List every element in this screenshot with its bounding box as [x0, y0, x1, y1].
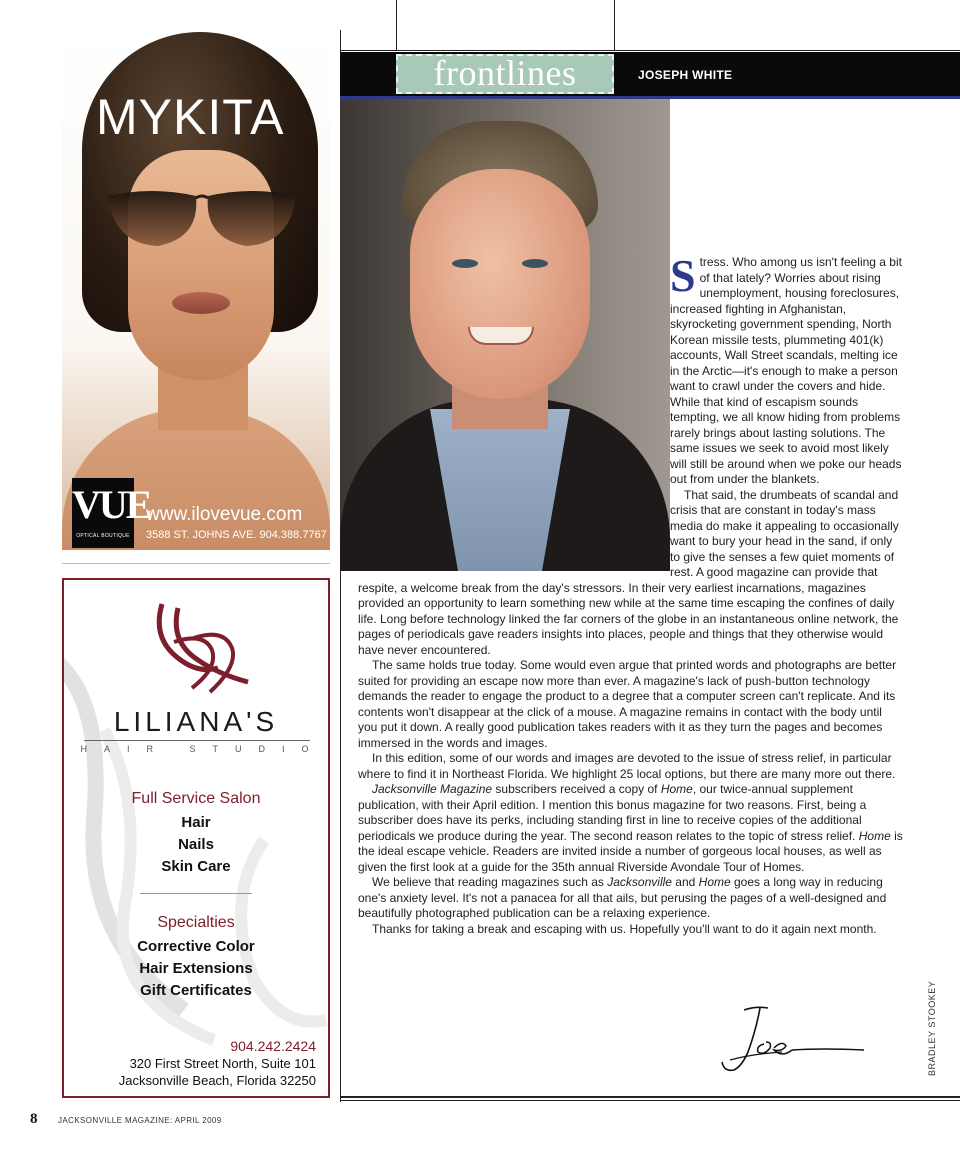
bottom-rule-thin [340, 1100, 960, 1101]
photo-credit: BRADLEY STOOKEY [927, 980, 937, 1076]
publication-title: Home [858, 828, 891, 843]
paragraph-text: We believe that reading magazines such as [372, 875, 608, 889]
article-paragraph: Thanks for taking a break and escaping with us. Hopefully you'll want to do it again next month. [372, 921, 877, 936]
paragraph-text: is the ideal escape vehicle. Readers are invited inside a number of gorgeous local houses, as well as given the first look at a guide for the 35th annual Riverside Avondale Tour of Homes. [358, 828, 903, 874]
article-paragraph: That said, the drumbeats of scandal and crisis that are constant in today's mass media do make it appealing to occasionally want to bury your head in the sand, if only to give the senses a few quiet moments of rest. A good magazine can provide that respite, a welcome break from the day's stressors. In their very earliest incarnations, magazines provided an opportunity to learn something new while at the same time escaping the confines of daily life. Long before technology linked the far corners of the globe in an instantaneous online network, the pages of periodicals gave readers insights into places, people and things that they otherwise would have never encountered. [358, 487, 899, 657]
lilianas-phone[interactable]: 904.242.2424 [230, 1038, 316, 1054]
publication-title: Jacksonville [607, 875, 672, 889]
specialty-item: Hair Extensions [139, 960, 253, 977]
sunglasses-icon [104, 182, 300, 252]
full-service-heading: Full Service Salon [131, 790, 261, 807]
lilianas-salon-ad[interactable] [62, 578, 330, 1098]
lilianas-address-line1: 320 First Street North, Suite 101 [129, 1056, 316, 1071]
services-divider [140, 893, 252, 894]
drop-cap: S [670, 250, 696, 301]
lilianas-monogram-icon [148, 598, 258, 708]
author-byline: JOSEPH WHITE [638, 68, 733, 82]
lilianas-address-line2: Jacksonville Beach, Florida 32250 [118, 1073, 316, 1088]
paragraph-text: and [671, 875, 699, 889]
top-rule-horizontal [340, 50, 960, 51]
paragraph-text: tress. Who among us isn't feeling a bit of that lately? Worries about rising unemployment, housing foreclosures, increased fighting in Afghanistan, skyrocketing government spending, North Korean missile tests, plummeting 401(k) accounts, Wall Street scandals, melting ice in the Arctic—it's enough to make a person want to crawl under the covers and hide. While that kind of escapism sounds tempting, we all know hiding from problems rarely brings about lasting solutions. The same issues we seek to avoid most likely will still be around when we poke our heads out from under the blankets. [670, 255, 902, 486]
top-rule-left [396, 0, 397, 50]
article-paragraph [358, 782, 904, 875]
lilianas-name: LILIANA'S [113, 706, 279, 737]
vue-logo [72, 478, 151, 548]
specialties-heading: Specialties [157, 914, 235, 931]
publication-title: Home [660, 782, 693, 796]
vue-address: 3588 ST. JOHNS AVE. 904.388.7767 [146, 529, 327, 541]
specialty-item: Corrective Color [137, 938, 255, 955]
paragraph-text: subscribers received a copy of [492, 782, 661, 796]
vue-logo-text: VUE [72, 482, 151, 527]
model-lips [172, 292, 230, 314]
vue-logo-subtext: OPTICAL BOUTIQUE [76, 533, 130, 539]
service-item: Hair [181, 814, 211, 831]
ad-divider [62, 563, 330, 564]
paragraph-text: , our twice-annual supplement publication, with their April edition. I mention this bonus magazine for two reasons. First, being a subscriber does have its perks, including standing first in line to receive copies of the additional periodicals we produce during the year. The second reason relates to the topic of stress relief. [358, 782, 867, 843]
article-paragraph [358, 875, 904, 922]
editorial-article [358, 250, 904, 937]
publication-title: Home [698, 875, 731, 889]
publication-folio: JACKSONVILLE MAGAZINE: APRIL 2009 [58, 1116, 222, 1125]
publication-title: Jacksonville Magazine [372, 782, 493, 796]
service-item: Skin Care [161, 858, 231, 875]
article-paragraph: The same holds true today. Some would even argue that printed words and photographs are better suited for providing an escape now more than ever. A magazine's lack of push-button technology demands the reader to engage the product to a degree that a computer screen can't replicate. And its contents won't disappear at the click of a mouse. A magazine remains in contact with the body until you put it down. A really good publication takes readers with it as they turn the pages and becomes immersed in the words and images. [358, 658, 897, 750]
top-rule-right [614, 0, 615, 50]
mykita-brand: MYKITA [96, 89, 285, 145]
handwritten-signature-icon [712, 1000, 872, 1080]
section-title: frontlines [396, 54, 614, 94]
lilianas-name-rule [84, 740, 310, 741]
service-item: Nails [178, 836, 214, 853]
page-number: 8 [30, 1111, 38, 1127]
paragraph-text: goes a long way in reducing one's anxiety level. It's not a panacea for all that ails, but perusing the pages of a well-designed and beautifully photographed publication can be a relaxing experience. [358, 875, 887, 920]
lilianas-subtitle: HAIR STUDIO [80, 744, 326, 754]
article-paragraph: In this edition, some of our words and images are devoted to the issue of stress relief, in particular where to find it in Northeast Florida. We highlight 25 local options, but there are many more out there. [358, 751, 896, 781]
bottom-rule [340, 1096, 960, 1098]
specialty-item: Gift Certificates [140, 982, 252, 999]
photo-wrap-space [340, 255, 670, 571]
vue-eyewear-ad[interactable] [62, 30, 330, 550]
vue-website-link[interactable]: www.ilovevue.com [146, 504, 303, 525]
